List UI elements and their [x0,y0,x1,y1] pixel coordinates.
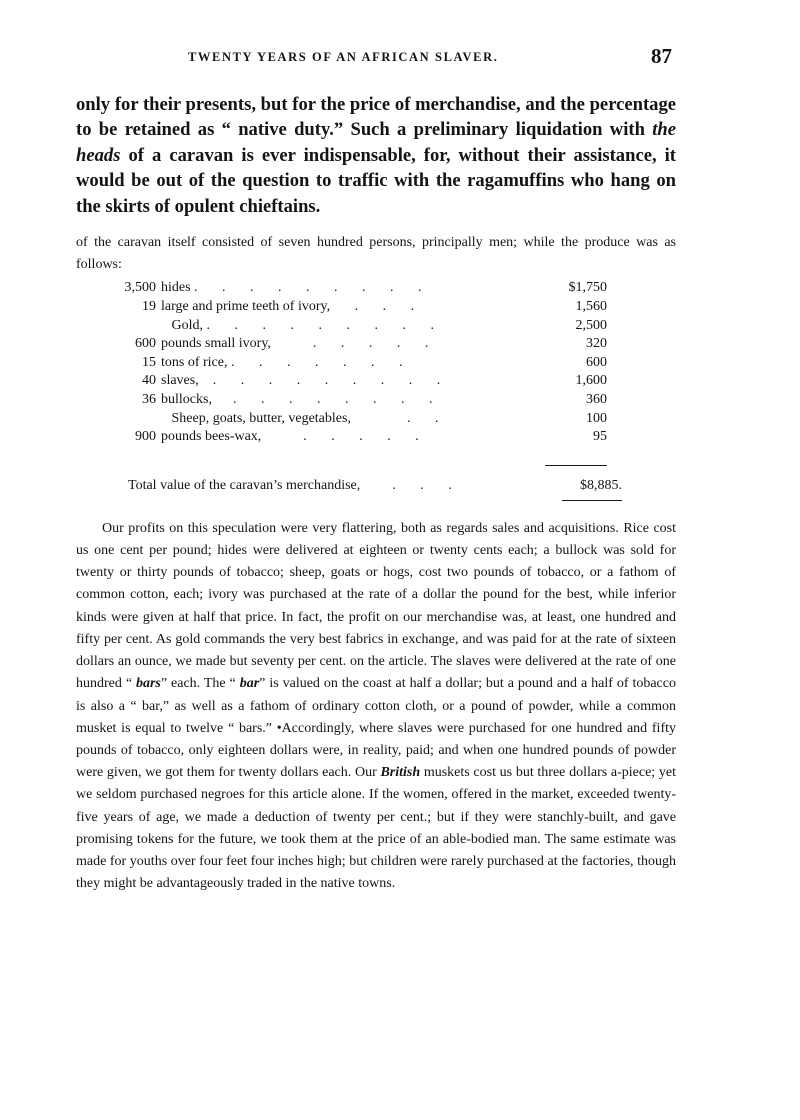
total-rule [562,500,622,501]
ledger-qty [110,317,161,336]
ledger-item: hides . . . . . . . . . [161,280,422,296]
ledger-value: 600 [586,354,607,370]
ledger-item: pounds small ivory, . . . . . [161,336,429,352]
profits-text-4: muskets cost us but three dollars a-piece; yet we seldom purchased negroes for this article alone. If the women, offered in the market, exceeded twenty-five years of age, we made a deduction of twenty per cent.; but if they were stanchly-built, and gave promising tokens for the future, we took them at the price of an able-bodied man. The same estimate was made for youths over four feet four inches high; but children were rarely purchased at the factories, though they might be advantageously traded in the native towns. [76,765,676,892]
ledger-qty: 600 [135,336,156,352]
ledger-value: 1,600 [575,373,607,389]
profits-paragraph [76,518,676,895]
profits-text-2: ” each. The “ [160,676,240,692]
ledger-qty: 3,500 [124,280,156,296]
ledger-item: tons of rice, . . . . . . . [161,354,403,370]
intro-paragraph: of the caravan itself consisted of seven hundred persons, principally men; while the produce was as follows: [76,235,676,273]
ledger-qty: 36 [142,392,156,407]
ledger-item: Gold, . . . . . . . . . [161,317,434,333]
ledger-value: 1,560 [575,299,607,315]
lead-text-2: of a caravan is ever indispensable, for, without their assistance, it would be out of the question to traffic with the ragamuffins who hang on the skirts of opulent chieftains. [76,144,676,217]
ledger-value: 320 [586,336,607,352]
book-page [76,44,676,895]
ledger-row [110,372,607,391]
british-term: British [380,765,421,781]
ledger-row [110,279,607,298]
sum-rule-row [110,447,607,466]
produce-ledger [110,279,607,473]
ledger-item: bullocks, . . . . . . . . [161,392,433,407]
lead-paragraph [76,92,676,219]
ledger-row [110,317,607,336]
total-label-group [128,476,452,496]
spacer-row [110,465,607,474]
profits-text-1: Our profits on this speculation were very flattering, both as regards sales and acquisitions. Rice cost us one cent per pound; hides were delivered at eighteen or twenty cents each; a bullock was sold for twenty or thirty pounds of tobacco; sheep, goats or hogs, cost two pounds of tobacco, or a fathom of common cotton, each; ivory was purchased at the rate of a dollar the pound for the best, while inferior kinds were given at half that price. In fact, the profit on our merchandise was, at least, one hundred and fifty per cent. As gold commands the very best fabrics in exchange, and was paid for at the rate of sixteen dollars an ounce, we made but seventy per cent. on the article. The slaves were delivered at the rate of one hundred “ [76,520,676,692]
ledger-row [110,335,607,354]
ledger-value: 95 [593,429,607,445]
bar-term: bar [239,676,260,692]
ledger-item: large and prime teeth of ivory, . . . [161,299,415,315]
ledger-row [110,391,607,410]
ledger-total-line [128,476,622,496]
profits-text-3: ” is valued on the coast at half a dollar; but a pound and a half of tobacco is also a “ bar,” as well as a fathom of ordinary cotton cloth, or a pound of powder, while a common musket is equal to twelve “ bars.” •Accordingly, where slaves were purchased for one hundred and fifty pounds of tobacco, only eighteen dollars were, in reality, paid; and when one hundred pounds of powder were given, we got them for twenty dollars each. Our [76,676,676,781]
ledger-qty: 19 [142,299,156,315]
sum-rule [545,447,607,466]
lead-emphasis: the heads [76,119,676,166]
total-label: Total value of the caravan’s merchandise, [128,477,361,493]
running-title: TWENTY YEARS OF AN AFRICAN SLAVER. [188,50,499,64]
ledger-qty: 15 [142,354,156,370]
ledger-value: 2,500 [575,317,607,333]
ledger-body [110,279,607,473]
running-head [76,44,676,74]
ledger-qty: 40 [142,373,156,389]
ledger-qty [110,410,161,429]
ledger-value: 360 [586,392,607,407]
total-value: $8,885. [580,477,622,493]
lead-text-1: only for their presents, but for the price of merchandise, and the percentage to be retained as “ native duty.” Such a preliminary liquidation with [76,94,676,141]
ledger-row [110,410,607,429]
ledger-item: pounds bees-wax, . . . . . [161,429,419,445]
ledger-row [110,298,607,317]
ledger-item: Sheep, goats, butter, vegetables, . . [161,410,439,426]
ledger-value: $1,750 [568,280,607,296]
ledger-row [110,428,607,447]
bars-term: bars [135,676,161,692]
ledger-item: slaves, . . . . . . . . . [161,373,441,389]
total-dots: . . . [392,477,452,493]
ledger-value: 100 [586,410,607,426]
ledger-qty: 900 [135,429,156,445]
ledger-row [110,354,607,373]
page-number: 87 [651,44,672,68]
